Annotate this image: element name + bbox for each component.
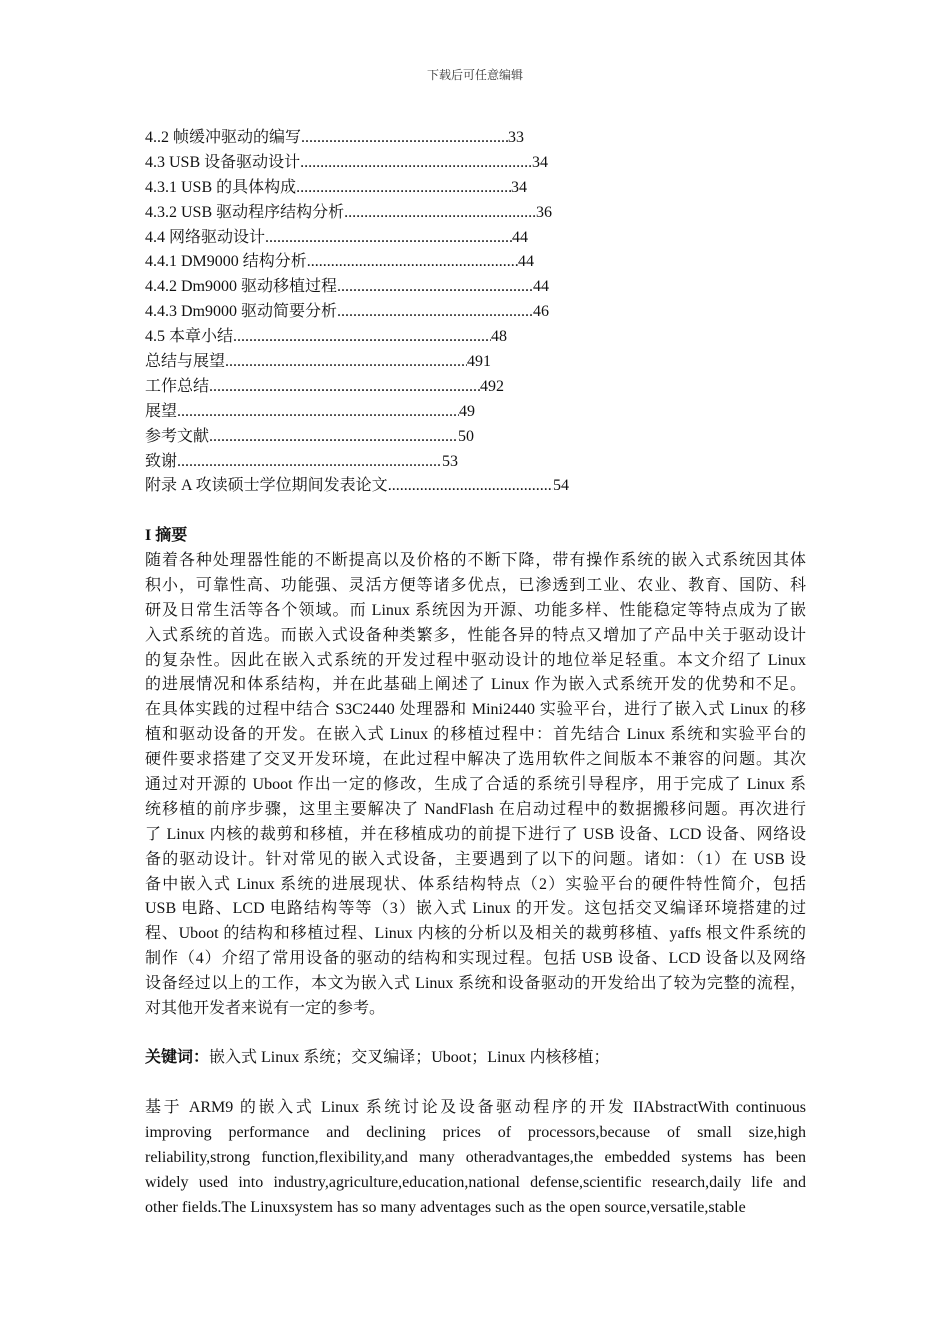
toc-entry[interactable] xyxy=(145,400,475,425)
toc-entry[interactable] xyxy=(145,201,552,226)
text-line: 备中嵌入式 Linux 系统的进展现状、体系结构特点（2）实验平台的硬件特性简介，包括 xyxy=(145,875,806,893)
toc-leader xyxy=(337,300,533,325)
text-line: 硬件要求搭建了交叉开发环境，在此过程中解决了选用软件之间版本不兼容的问题。其次 xyxy=(145,751,806,769)
toc-title: 4.3 USB 设备驱动设计 xyxy=(145,153,301,171)
toc-leader xyxy=(344,201,536,226)
toc-page: 44 xyxy=(533,278,549,296)
toc-entry[interactable] xyxy=(145,226,528,251)
toc-page: 33 xyxy=(508,129,524,146)
keywords-label: 关键词： xyxy=(145,1049,210,1066)
text-line: 随着各种处理器性能的不断提高以及价格的不断下降，带有操作系统的嵌入式系统因其体 xyxy=(145,552,806,569)
toc-page: 44 xyxy=(512,228,528,246)
toc-entry[interactable] xyxy=(145,325,507,350)
text-line: 设备经过以上的工作，本文为嵌入式 Linux 系统和设备驱动的开发给出了较为完整的流程， xyxy=(145,975,806,993)
text-line: 备的驱动设计。针对常见的嵌入式设备，主要遇到了以下的问题。诸如：（1）在 USB 设 xyxy=(145,850,806,868)
text-line: 基于 ARM9 的嵌入式 Linux 系统讨论及设备驱动程序的开发 IIAbstractWith continuous xyxy=(145,1099,806,1116)
text-line: 统移植的前序步骤，这里主要解决了 NandFlash 在启动过程中的数据搬移问题。再次进行 xyxy=(145,800,806,818)
text-line: 研及日常生活等各个领域。而 Linux 系统因为开源、功能多样、性能稳定等特点成为了嵌 xyxy=(145,601,806,619)
english-abstract xyxy=(145,1096,806,1220)
text-line: 入式系统的首选。而嵌入式设备种类繁多，性能各异的特点又增加了产品中关于驱动设计 xyxy=(145,626,806,644)
toc-title: 4..2 帧缓冲驱动的编写 xyxy=(145,129,302,146)
toc-page: 48 xyxy=(491,328,507,346)
toc-leader xyxy=(177,450,442,475)
toc-leader xyxy=(225,350,467,375)
toc-leader xyxy=(301,126,508,151)
text-line: 在具体实践的过程中结合 S3C2440 处理器和 Mini2440 实验平台，进行了嵌入式 Linux 的移 xyxy=(145,701,806,719)
text-line: 植和驱动设备的开发。在嵌入式 Linux 的移植过程中：首先结合 Linux 系统和实验平台的 xyxy=(145,726,806,744)
abstract-heading: I 摘要 xyxy=(145,527,188,544)
toc-leader xyxy=(296,176,511,201)
toc-title: 4.4.1 DM9000 结构分析 xyxy=(145,253,307,271)
toc-page: 492 xyxy=(480,377,504,395)
toc-page: 34 xyxy=(532,153,548,171)
toc-page: 491 xyxy=(467,353,491,371)
text-line: 的进展情况和体系结构，并在此基础上阐述了 Linux 作为嵌入式系统开发的优势和不足。 xyxy=(145,676,806,694)
toc-title: 参考文献 xyxy=(145,427,210,445)
toc-title: 4.4 网络驱动设计 xyxy=(145,228,266,246)
toc-entry[interactable] xyxy=(145,300,549,325)
toc-title: 工作总结 xyxy=(145,377,210,395)
toc-leader xyxy=(209,375,480,400)
toc-title: 附录 A 攻读硕士学位期间发表论文 xyxy=(145,477,388,495)
toc-page: 34 xyxy=(511,178,527,196)
text-line: improving performance and declining prices of processors,because of small size,high xyxy=(145,1123,806,1141)
text-line: 程、Uboot 的结构和移植过程、Linux 内核的分析以及相关的裁剪移植、yaffs 根文件系统的 xyxy=(145,925,806,943)
toc-leader xyxy=(177,400,459,425)
toc-leader xyxy=(307,250,518,275)
table-of-contents xyxy=(145,126,569,499)
text-line: other fields.The Linuxsystem has so many adventages such as the open source,versatile,stable xyxy=(145,1198,746,1216)
toc-entry[interactable] xyxy=(145,250,534,275)
abstract-body xyxy=(145,549,806,1022)
toc-title: 展望 xyxy=(145,402,178,420)
text-line: USB 电路、LCD 电路结构等等（3）嵌入式 Linux 的开发。这包括交叉编译环境搭建的过 xyxy=(145,900,806,918)
toc-entry[interactable] xyxy=(145,151,548,176)
toc-page: 53 xyxy=(442,452,458,470)
text-line: 对其他开发者来说有一定的参考。 xyxy=(145,1000,386,1018)
toc-entry[interactable] xyxy=(145,126,524,151)
toc-entry[interactable] xyxy=(145,474,569,499)
text-line: widely used into industry,agriculture,education,national defense,scientific research,daily life and xyxy=(145,1173,806,1191)
toc-entry[interactable] xyxy=(145,450,458,475)
toc-entry[interactable] xyxy=(145,176,527,201)
toc-entry[interactable] xyxy=(145,275,549,300)
toc-page: 50 xyxy=(458,427,474,445)
text-line: 积小，可靠性高、功能强、灵活方便等诸多优点，已渗透到工业、农业、教育、国防、科 xyxy=(145,576,806,594)
toc-page: 36 xyxy=(536,203,552,221)
text-line: 通过对开源的 Uboot 作出一定的修改，生成了合适的系统引导程序，用于完成了 Linux 系 xyxy=(145,776,806,794)
toc-title: 致谢 xyxy=(145,452,178,470)
text-line: 制作（4）介绍了常用设备的驱动的结构和实现过程。包括 USB 设备、LCD 设备以及网络 xyxy=(145,950,806,968)
toc-title: 4.5 本章小结 xyxy=(145,328,234,346)
text-line: 的复杂性。因此在嵌入式系统的开发过程中驱动设计的地位举足轻重。本文介绍了 Linux xyxy=(145,651,806,669)
toc-entry[interactable] xyxy=(145,375,504,400)
toc-leader xyxy=(337,275,533,300)
toc-page: 46 xyxy=(533,303,549,321)
keywords xyxy=(145,1046,806,1071)
keywords-text: 嵌入式 Linux 系统；交叉编译；Uboot；Linux 内核移植； xyxy=(209,1049,610,1066)
toc-page: 54 xyxy=(553,477,569,495)
toc-leader xyxy=(300,151,532,176)
toc-page: 44 xyxy=(518,253,534,271)
page-header: 下载后可任意编辑 xyxy=(426,68,523,82)
toc-title: 4.3.1 USB 的具体构成 xyxy=(145,178,297,196)
text-line: reliability,strong function,flexibility,and many otheradvantages,the embedded systems has been xyxy=(145,1148,806,1166)
toc-entry[interactable] xyxy=(145,350,491,375)
toc-leader xyxy=(209,425,458,450)
toc-title: 总结与展望 xyxy=(145,353,226,371)
toc-entry[interactable] xyxy=(145,425,474,450)
toc-leader xyxy=(233,325,491,350)
toc-title: 4.4.2 Dm9000 驱动移植过程 xyxy=(145,278,338,296)
toc-page: 49 xyxy=(459,402,475,420)
toc-title: 4.4.3 Dm9000 驱动简要分析 xyxy=(145,303,338,321)
toc-title: 4.3.2 USB 驱动程序结构分析 xyxy=(145,203,345,221)
toc-leader xyxy=(388,474,553,499)
text-line: 了 Linux 内核的裁剪和移植，并在移植成功的前提下进行了 USB 设备、LCD 设备、网络设 xyxy=(145,825,806,843)
toc-leader xyxy=(265,226,512,251)
